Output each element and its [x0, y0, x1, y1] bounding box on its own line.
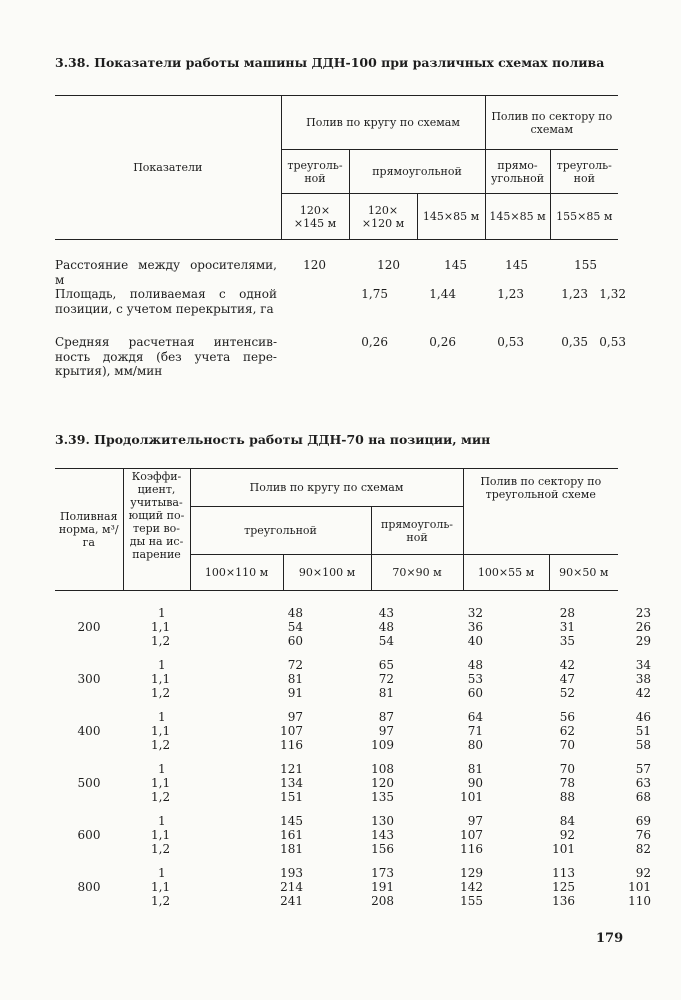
cell: 0,35: [561, 335, 588, 349]
cell: 97: [467, 814, 483, 828]
table2-header: [55, 468, 618, 591]
coef: 1: [158, 606, 166, 620]
cell: 193: [280, 866, 303, 880]
sector-triangular-header: треуголь-ной: [550, 150, 618, 194]
cell: 48: [467, 658, 483, 672]
cell: 76: [635, 828, 651, 842]
norm-value: 400: [77, 724, 101, 738]
cell: 110: [628, 894, 651, 908]
cell: 145: [444, 258, 467, 272]
spacing-header-1: 100×110 м: [190, 555, 283, 591]
table1-header: [55, 95, 618, 240]
cell: 97: [287, 710, 303, 724]
cell: 155: [460, 894, 483, 908]
cell: 91: [287, 686, 303, 700]
cell: 156: [371, 842, 394, 856]
irrigation-norm-header: Поливная норма, м³/га: [55, 469, 123, 591]
coef: 1,1: [151, 880, 171, 894]
spacing-header-3: 145×85 м: [417, 194, 485, 240]
row-label: Средняя расчетная интенсив-ность дождя (без учета пере-крытия), мм/мин: [55, 335, 277, 378]
table-row: [55, 335, 626, 383]
cell: 173: [371, 866, 394, 880]
cell: 42: [635, 686, 651, 700]
cell: 78: [559, 776, 575, 790]
cell: 101: [628, 880, 651, 894]
page-number: 179: [596, 931, 624, 946]
norm-value: 600: [77, 828, 101, 842]
cell: 62: [559, 724, 575, 738]
cell: 60: [287, 634, 303, 648]
cell: 51: [635, 724, 651, 738]
cell: 90: [467, 776, 483, 790]
cell: 34: [635, 658, 651, 672]
coef: 1,2: [151, 894, 171, 908]
coef: 1,2: [151, 842, 171, 856]
norm-value: 300: [77, 672, 101, 686]
cell: 145: [280, 814, 303, 828]
cell: 40: [467, 634, 483, 648]
cell: 87: [378, 710, 394, 724]
cell: 35: [559, 634, 575, 648]
cell: 129: [460, 866, 483, 880]
cell: 57: [635, 762, 651, 776]
coef: 1,1: [151, 776, 171, 790]
cell: 241: [280, 894, 303, 908]
cell: 56: [559, 710, 575, 724]
spacing-header-2: 90×100 м: [283, 555, 371, 591]
coef: 1,1: [151, 620, 171, 634]
table-row-group: [55, 814, 651, 862]
cell: 107: [280, 724, 303, 738]
cell: 116: [460, 842, 483, 856]
cell: 143: [371, 828, 394, 842]
cell: 70: [559, 738, 575, 752]
cell: 72: [287, 658, 303, 672]
triangular-scheme-header: треугольной: [190, 507, 371, 555]
sector-rectangular-header: прямо-угольной: [485, 150, 550, 194]
cell: 0,53: [599, 335, 626, 349]
triangular-scheme-header: треуголь-ной: [281, 150, 349, 194]
cell: 151: [280, 790, 303, 804]
cell: 88: [559, 790, 575, 804]
table1-body: [55, 258, 626, 383]
cell: 1,44: [429, 287, 456, 301]
table-row: [55, 258, 618, 287]
cell: 38: [635, 672, 651, 686]
table-row-group: [55, 866, 651, 914]
sector-irrigation-header: Полив по сектору по схемам: [485, 96, 618, 150]
rectangular-scheme-header: прямоуголь-ной: [371, 507, 463, 555]
cell: 120: [377, 258, 400, 272]
cell: 54: [287, 620, 303, 634]
circle-irrigation-header: Полив по кругу по схемам: [281, 96, 485, 150]
cell: 107: [460, 828, 483, 842]
coef: 1,1: [151, 672, 171, 686]
cell: 214: [280, 880, 303, 894]
cell: 26: [635, 620, 651, 634]
cell: 1,23: [497, 287, 524, 301]
cell: 81: [287, 672, 303, 686]
rectangular-scheme-header: прямоугольной: [349, 150, 485, 194]
table1-caption: 3.38. Показатели работы машины ДДН-100 при различных схемах полива: [55, 55, 605, 70]
cell: 82: [635, 842, 651, 856]
cell: 58: [635, 738, 651, 752]
norm-value: 200: [77, 620, 101, 634]
cell: 97: [378, 724, 394, 738]
cell: 65: [378, 658, 394, 672]
cell: 108: [371, 762, 394, 776]
cell: 29: [635, 634, 651, 648]
cell: 135: [371, 790, 394, 804]
spacing-header-5: 90×50 м: [549, 555, 618, 591]
coef: 1: [158, 814, 166, 828]
cell: 0,53: [497, 335, 524, 349]
coef: 1,2: [151, 738, 171, 752]
cell: 161: [280, 828, 303, 842]
cell: 134: [280, 776, 303, 790]
cell: 120: [303, 258, 326, 272]
cell: 130: [371, 814, 394, 828]
cell: 68: [635, 790, 651, 804]
cell: 48: [378, 620, 394, 634]
table-row-group: [55, 710, 651, 758]
cell: 121: [280, 762, 303, 776]
coef: 1: [158, 762, 166, 776]
cell: 181: [280, 842, 303, 856]
cell: 155: [574, 258, 597, 272]
cell: 92: [559, 828, 575, 842]
coef: 1: [158, 866, 166, 880]
cell: 142: [460, 880, 483, 894]
coef: 1,2: [151, 634, 171, 648]
cell: 28: [559, 606, 575, 620]
cell: 84: [559, 814, 575, 828]
spacing-header-5: 155×85 м: [550, 194, 618, 240]
cell: 191: [371, 880, 394, 894]
cell: 81: [378, 686, 394, 700]
cell: 71: [467, 724, 483, 738]
cell: 92: [635, 866, 651, 880]
table-row-group: [55, 762, 651, 810]
cell: 43: [378, 606, 394, 620]
cell: 125: [552, 880, 575, 894]
cell: 64: [467, 710, 483, 724]
cell: 120: [371, 776, 394, 790]
coef: 1,1: [151, 724, 171, 738]
coefficient-header: Коэффи-циент, учитыва-ющий по-тери во-ды на ис-парение: [123, 469, 190, 591]
norm-value: 800: [77, 880, 101, 894]
cell: 136: [552, 894, 575, 908]
cell: 1,23: [561, 287, 588, 301]
cell: 116: [280, 738, 303, 752]
cell: 63: [635, 776, 651, 790]
row-label: Площадь, поливаемая с одной позиции, с учетом перекрытия, га: [55, 287, 277, 316]
cell: 208: [371, 894, 394, 908]
table2-caption: 3.39. Продолжительность работы ДДН-70 на позиции, мин: [55, 432, 491, 447]
cell: 0,26: [361, 335, 388, 349]
cell: 60: [467, 686, 483, 700]
cell: 101: [552, 842, 575, 856]
coef: 1,1: [151, 828, 171, 842]
indicators-header: Показатели: [55, 96, 281, 240]
cell: 32: [467, 606, 483, 620]
row-label: Расстояние между оросителями, м: [55, 258, 277, 287]
cell: 36: [467, 620, 483, 634]
cell: 31: [559, 620, 575, 634]
cell: 1,75: [361, 287, 388, 301]
table-row-group: [55, 606, 651, 654]
cell: 113: [552, 866, 575, 880]
cell: 0,26: [429, 335, 456, 349]
cell: 145: [505, 258, 528, 272]
cell: 101: [460, 790, 483, 804]
cell: 23: [635, 606, 651, 620]
coef: 1,2: [151, 686, 171, 700]
cell: 70: [559, 762, 575, 776]
cell: 109: [371, 738, 394, 752]
spacing-header-3: 70×90 м: [371, 555, 463, 591]
cell: 80: [467, 738, 483, 752]
cell: 48: [287, 606, 303, 620]
cell: 54: [378, 634, 394, 648]
cell: 47: [559, 672, 575, 686]
cell: 52: [559, 686, 575, 700]
cell: 72: [378, 672, 394, 686]
circle-irrigation-header: Полив по кругу по схемам: [190, 469, 463, 507]
sector-irrigation-header: Полив по сектору по треугольной схеме: [463, 469, 618, 555]
coef: 1,2: [151, 790, 171, 804]
norm-value: 500: [77, 776, 101, 790]
coef: 1: [158, 710, 166, 724]
cell: 81: [467, 762, 483, 776]
cell: 46: [635, 710, 651, 724]
spacing-header-1: 120× ×145 м: [281, 194, 349, 240]
cell: 69: [635, 814, 651, 828]
spacing-header-2: 120× ×120 м: [349, 194, 417, 240]
cell: 1,32: [599, 287, 626, 301]
spacing-header-4: 100×55 м: [463, 555, 549, 591]
cell: 42: [559, 658, 575, 672]
spacing-header-4: 145×85 м: [485, 194, 550, 240]
coef: 1: [158, 658, 166, 672]
cell: 53: [467, 672, 483, 686]
table-row: [55, 287, 626, 335]
table-row-group: [55, 658, 651, 706]
